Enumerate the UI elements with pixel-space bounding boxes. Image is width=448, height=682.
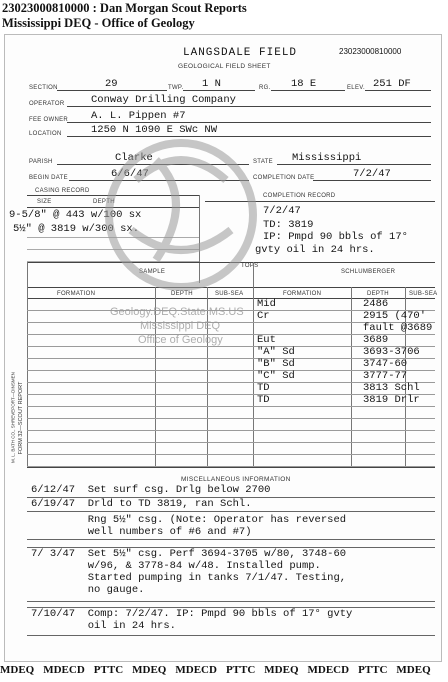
rg-value: 18 E: [291, 78, 317, 90]
twp-label: TWP.: [168, 85, 184, 91]
misc-info-label: MISCELLANEOUS INFORMATION: [181, 476, 291, 483]
schl-formation-cell: Cr: [257, 310, 270, 322]
misc-rule: [27, 497, 435, 498]
operator-label: OPERATOR: [29, 101, 65, 107]
table-rule: [27, 466, 435, 467]
begin-date-value: 6/6/47: [111, 168, 149, 180]
schl-subsea-header: SUB-SEA: [409, 291, 438, 297]
schl-depth-cell: fault @3689: [363, 322, 433, 334]
sheet-title: GEOLOGICAL FIELD SHEET: [178, 63, 271, 70]
side-company-label: M. L. BATH CO., SHREVEPORT—DINSMEN: [10, 372, 16, 463]
misc-line: 6/19/47 Drld to TD 3819, ran Schl.: [31, 498, 252, 510]
completion-date-label: COMPLETION DATE: [253, 175, 315, 181]
schl-depth-cell: 3747-60: [363, 358, 408, 370]
completion-date-value: 7/2/47: [353, 168, 391, 180]
completion-record-label: COMPLETION RECORD: [263, 193, 336, 199]
table-rule: [27, 418, 435, 419]
table-rule: [27, 406, 435, 407]
schl-formation-cell: "A" Sd: [257, 346, 295, 358]
footer-label: MDEQ: [0, 664, 35, 676]
side-form-label: FORM 32—SCOUT REPORT: [18, 381, 24, 455]
misc-rule: [27, 607, 435, 608]
completion-line-1: 7/2/47: [263, 205, 301, 217]
mdeq-seal-watermark: [96, 120, 266, 310]
report-title: 23023000810000 : Dan Morgan Scout Reports: [2, 1, 247, 15]
misc-line: 7/10/47 Comp: 7/2/47. IP: Pmpd 90 bbls of 17° gvty: [31, 608, 353, 620]
watermark-agency: Mississippi DEQ: [140, 320, 221, 332]
watermark-office: Office of Geology: [138, 334, 223, 346]
footer-label: MDEQ: [264, 664, 299, 676]
fee-owner-value: A. L. Pippen #7: [91, 110, 186, 122]
sample-formation-header: FORMATION: [57, 291, 96, 297]
begin-date-label: BEGIN DATE: [29, 175, 68, 181]
schl-formation-header: FORMATION: [283, 291, 322, 297]
table-rule: [27, 454, 435, 455]
sample-depth-header: DEPTH: [171, 291, 193, 297]
table-rule: [27, 430, 435, 431]
tops-label: TOPS: [241, 263, 259, 269]
sample-subsea-header: SUB-SEA: [215, 291, 244, 297]
schl-depth-cell: 2486: [363, 298, 389, 310]
misc-line: 7/ 3/47 Set 5½" csg. Perf 3694-3705 w/80, 3748-60: [31, 548, 347, 560]
section-value: 29: [105, 78, 118, 90]
schl-formation-cell: Eut: [257, 334, 276, 346]
footer-label: MDECD: [43, 664, 85, 676]
schl-depth-cell: 3689: [363, 334, 389, 346]
misc-rule: [27, 601, 435, 602]
misc-line: oil in 24 hrs.: [31, 620, 176, 632]
footer-label: MDECD: [175, 664, 217, 676]
misc-rule: [27, 539, 435, 540]
misc-line: 6/12/47 Set surf csg. Drlg below 2700: [31, 484, 271, 496]
state-label: STATE: [253, 159, 273, 165]
misc-line: Started pumping in tanks 7/1/47. Testing,: [31, 572, 347, 584]
operator-value: Conway Drilling Company: [91, 94, 236, 106]
schl-depth-cell: 3819 Drlr: [363, 394, 420, 406]
casing-depth-label: DEPTH: [93, 199, 115, 205]
parish-value: Clarke: [115, 152, 153, 164]
section-label: SECTION: [29, 85, 58, 91]
schlumberger-label: SCHLUMBERGER: [341, 269, 396, 275]
misc-line: no gauge.: [31, 584, 145, 596]
elev-label: ELEV.: [347, 85, 365, 91]
table-rule: [27, 442, 435, 443]
misc-line: well numbers of #6 and #7): [31, 526, 252, 538]
schl-depth-cell: 3813 Schl: [363, 382, 420, 394]
fee-owner-label: FEE OWNER: [29, 117, 69, 123]
api-number: 23023000810000: [339, 47, 402, 56]
parish-label: PARISH: [29, 159, 53, 165]
location-label: LOCATION: [29, 131, 62, 137]
misc-rule: [27, 511, 435, 512]
misc-rule: [27, 547, 435, 548]
schl-depth-cell: 2915 (470': [363, 310, 427, 322]
state-value: Mississippi: [292, 152, 362, 164]
location-value: 1250 N 1090 E SWc NW: [91, 124, 218, 136]
schl-formation-cell: "B" Sd: [257, 358, 295, 370]
misc-line: Rng 5½" csg. (Note: Operator has reversed: [31, 514, 347, 526]
schl-formation-cell: TD: [257, 382, 270, 394]
schl-depth-cell: 3777-77: [363, 370, 408, 382]
schl-formation-cell: "C" Sd: [257, 370, 295, 382]
casing-record-label: CASING RECORD: [35, 188, 90, 194]
casing-line-1: 9-5/8" @ 443 w/100 sx: [9, 209, 142, 221]
misc-rule: [27, 635, 435, 636]
casing-size-label: SIZE: [37, 199, 52, 205]
sample-label: SAMPLE: [139, 269, 166, 275]
completion-line-2: TD: 3819: [263, 219, 314, 231]
watermark-url: Geology.DEQ.State.MS.US: [110, 306, 244, 318]
casing-line-2: 5½" @ 3819 w/300 sx.: [13, 223, 140, 235]
schl-depth-header: DEPTH: [367, 291, 389, 297]
rg-label: RG.: [259, 85, 271, 91]
field-name: LANGSDALE FIELD: [183, 47, 298, 59]
footer-label: PTTC: [358, 664, 388, 676]
completion-line-4: gvty oil in 24 hrs.: [255, 244, 375, 256]
report-subtitle: Mississippi DEQ - Office of Geology: [2, 16, 195, 30]
elev-value: 251 DF: [373, 78, 411, 90]
misc-line: w/96, & 3778-84 w/48. Installed pump.: [31, 560, 321, 572]
schl-formation-cell: TD: [257, 394, 270, 406]
footer-label: MDEQ: [132, 664, 167, 676]
footer-label: MDEQ: [396, 664, 431, 676]
footer-strip: [0, 664, 448, 676]
completion-line-3: IP: Pmpd 90 bbls of 17°: [263, 231, 408, 243]
footer-label: PTTC: [225, 664, 256, 676]
footer-label: PTTC: [93, 664, 124, 676]
schl-formation-cell: Mid: [257, 298, 276, 310]
twp-value: 1 N: [202, 78, 221, 90]
schl-depth-cell: 3693-3706: [363, 346, 420, 358]
footer-label: MDECD: [307, 664, 350, 676]
